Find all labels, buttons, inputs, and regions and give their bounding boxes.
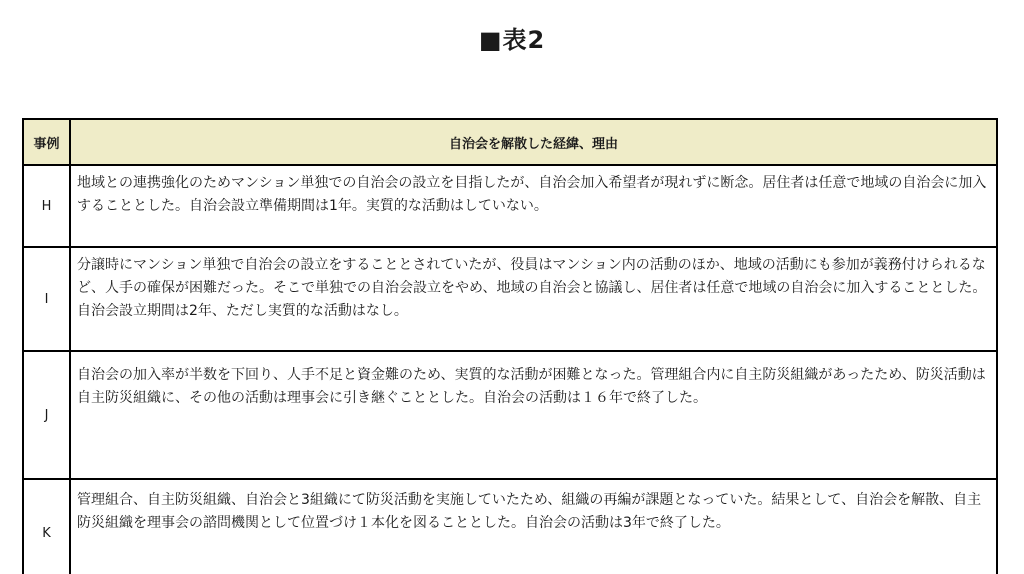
case-id-cell: J [23,351,70,479]
case-reason-cell: 地域との連携強化のためマンション単独での自治会の設立を目指したが、自治会加入希望者が現れずに断念。居住者は任意で地域の自治会に加入することとした。自治会設立準備期間は1年。実質的な活動はしていない。 [70,165,997,247]
case-reason-cell: 分譲時にマンション単独で自治会の設立をすることとされていたが、役員はマンション内の活動のほか、地域の活動にも参加が義務付けられるなど、人手の確保が困難だった。そこで単独での自治会設立をやめ、地域の自治会と協議し、居住者は任意で地域の自治会に加入することとした。自治会設立期間は2年、ただし実質的な活動はなし。 [70,247,997,351]
case-id-cell: I [23,247,70,351]
case-id-cell: H [23,165,70,247]
page-title: ■表2 [478,26,546,54]
case-table [22,118,998,574]
case-reason-cell: 管理組合、自主防災組織、自治会と3組織にて防災活動を実施していたため、組織の再編が課題となっていた。結果として、自治会を解散、自主防災組織を理事会の諮問機関として位置づけ１本化を図ることとした。自治会の活動は3年で終了した。 [70,479,997,574]
table-row [23,165,997,247]
table-row [23,479,997,574]
table-header-row [23,119,997,165]
column-header-reason: 自治会を解散した経緯、理由 [70,119,997,165]
table-row [23,247,997,351]
column-header-case: 事例 [23,119,70,165]
table-row [23,351,997,479]
case-reason-cell: 自治会の加入率が半数を下回り、人手不足と資金難のため、実質的な活動が困難となった。管理組合内に自主防災組織があったため、防災活動は自主防災組織に、その他の活動は理事会に引き継ぐこととした。自治会の活動は１６年で終了した。 [70,351,997,479]
case-id-cell: K [23,479,70,574]
